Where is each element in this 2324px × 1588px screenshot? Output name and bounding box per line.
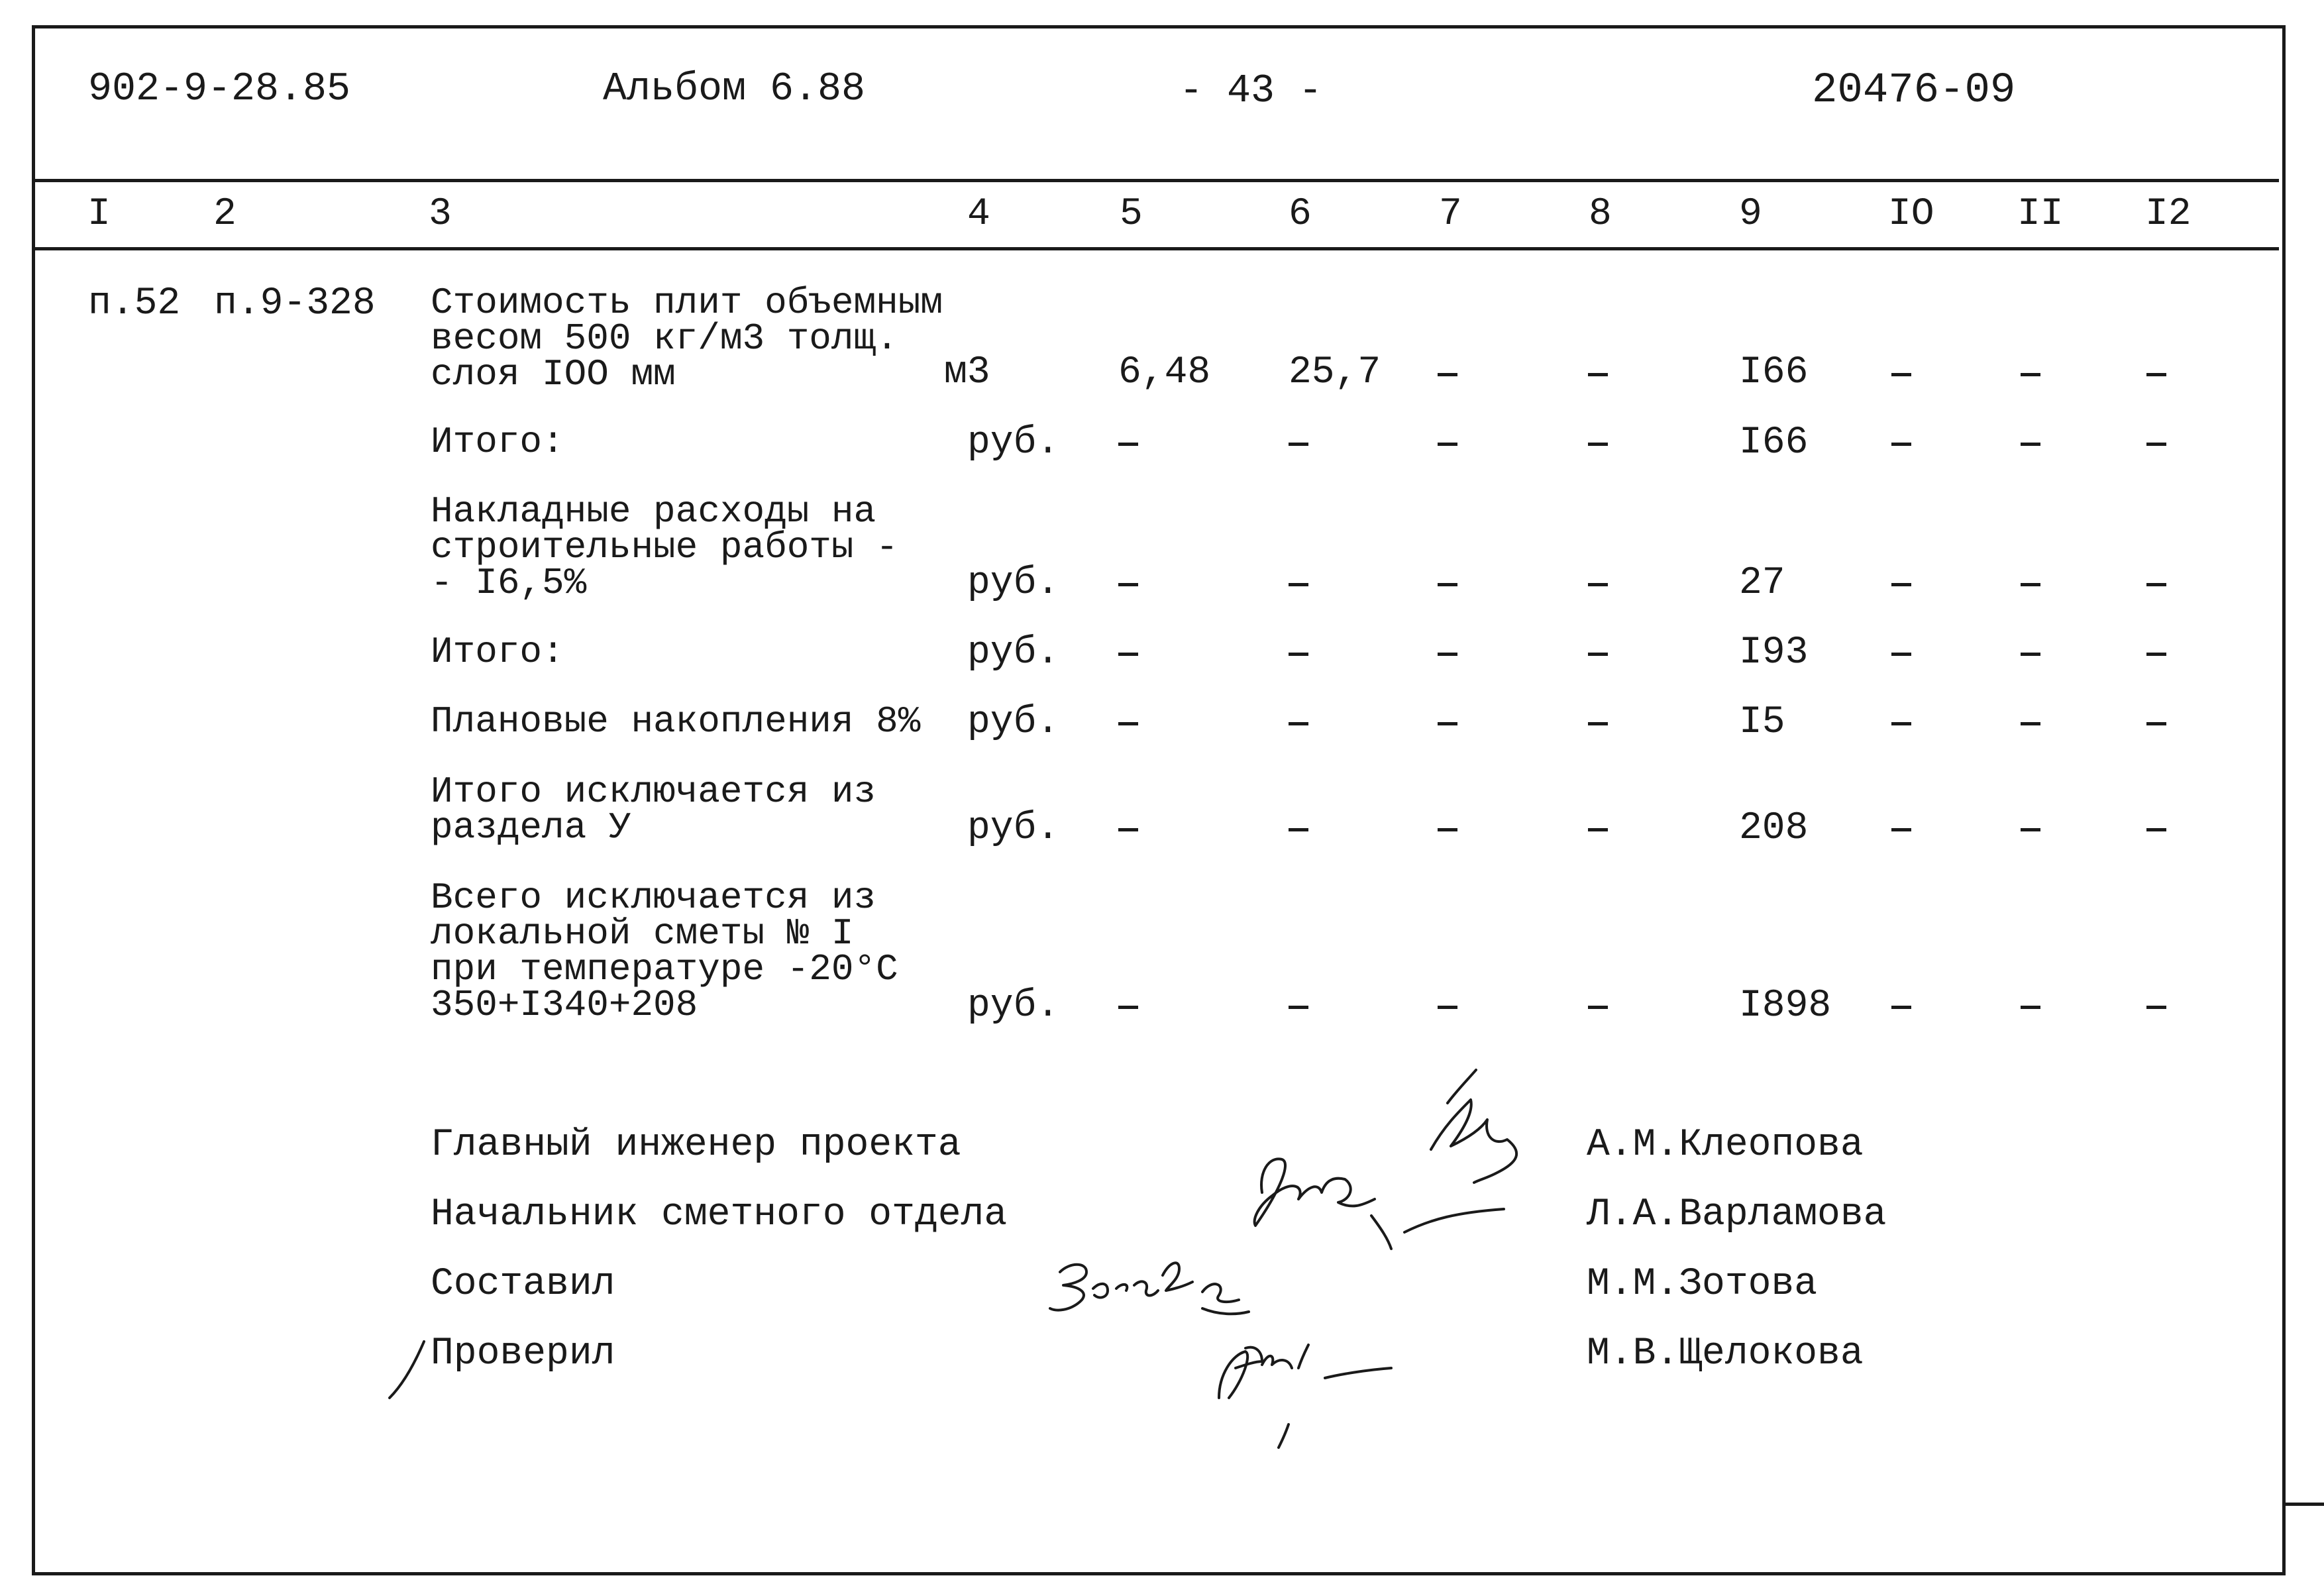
signature-estimate-head (1255, 1159, 1504, 1249)
col-6: 6 (1289, 193, 1312, 236)
row-1-line-3: слоя IOO мм (431, 353, 676, 396)
row-7-unit: руб. (967, 984, 1060, 1028)
sig-name-estimate-head: Л.А.Варламова (1587, 1193, 1887, 1236)
col-1: I (87, 193, 111, 236)
col-3: 3 (429, 193, 452, 236)
row-3-unit: руб. (967, 562, 1060, 605)
row-6-line-2: раздела У (431, 806, 631, 849)
row-3-line-2: строительные работы - (431, 526, 898, 568)
sig-name-compiled: М.М.Зотова (1587, 1263, 1818, 1306)
col-9: 9 (1739, 193, 1762, 236)
row-3-line-3: - I6,5% (431, 562, 587, 604)
row-5-unit: руб. (967, 701, 1060, 744)
row-2-col-9: I66 (1739, 421, 1809, 464)
sig-role-compiled: Составил (431, 1263, 615, 1306)
row-6-unit: руб. (967, 807, 1060, 850)
row-5-col-9: I5 (1739, 701, 1785, 744)
col-12: I2 (2145, 193, 2192, 236)
col-11: II (2017, 193, 2064, 236)
row-7-line-3: при температуре -20°C (431, 948, 898, 990)
signature-checked (1219, 1345, 1391, 1448)
checked-slash-mark (390, 1342, 424, 1398)
col-7: 7 (1439, 193, 1462, 236)
row-2-line-1: Итого: (431, 421, 564, 463)
row-7-line-1: Всего исключается из (431, 876, 876, 919)
row-6-col-9: 208 (1739, 807, 1809, 850)
col-2: 2 (213, 193, 237, 236)
col-5: 5 (1120, 193, 1143, 236)
row-7-col-9: I898 (1739, 984, 1832, 1028)
col-8: 8 (1589, 193, 1612, 236)
sig-role-estimate-head: Начальник сметного отдела (431, 1193, 1008, 1236)
row-1-line-1: Стоимость плит объемным (431, 282, 943, 324)
row-1-unit: м3 (944, 351, 990, 394)
row-4-line-1: Итого: (431, 631, 564, 673)
page-number: - 43 - (1179, 69, 1323, 114)
row-6-line-1: Итого исключается из (431, 770, 876, 813)
sig-role-checked: Проверил (431, 1332, 615, 1375)
row-7-line-2: локальной сметы № I (431, 912, 854, 955)
col-10: IO (1888, 193, 1934, 236)
signature-chief-engineer (1431, 1070, 1516, 1183)
row-1-line-2: весом 500 кг/м3 толщ. (431, 317, 898, 360)
sig-role-chief-engineer: Главный инженер проекта (431, 1124, 961, 1167)
row-1-col-6: 25,7 (1289, 351, 1381, 394)
row-1-col-9: I66 (1739, 351, 1809, 394)
item-norm: п.9-328 (214, 282, 376, 325)
sig-name-chief-engineer: А.М.Клеопова (1587, 1124, 1864, 1167)
row-7-line-4: 350+I340+208 (431, 984, 698, 1026)
row-3-col-9: 27 (1739, 562, 1785, 605)
sig-name-checked: М.В.Щелокова (1587, 1332, 1864, 1375)
item-ref: п.52 (88, 282, 181, 325)
col-4: 4 (967, 193, 990, 236)
row-4-unit: руб. (967, 631, 1060, 674)
row-3-line-1: Накладные расходы на (431, 490, 876, 533)
row-4-col-9: I93 (1739, 631, 1809, 674)
album-label: Альбом 6.88 (603, 67, 866, 112)
doc-code: 902-9-28.85 (88, 67, 351, 112)
row-5-line-1: Плановые накопления 8% (431, 700, 921, 743)
row-1-col-5: 6,48 (1118, 351, 1211, 394)
row-2-unit: руб. (967, 421, 1060, 464)
doc-number: 20476-09 (1812, 67, 2016, 115)
signature-compiled (1050, 1263, 1249, 1314)
